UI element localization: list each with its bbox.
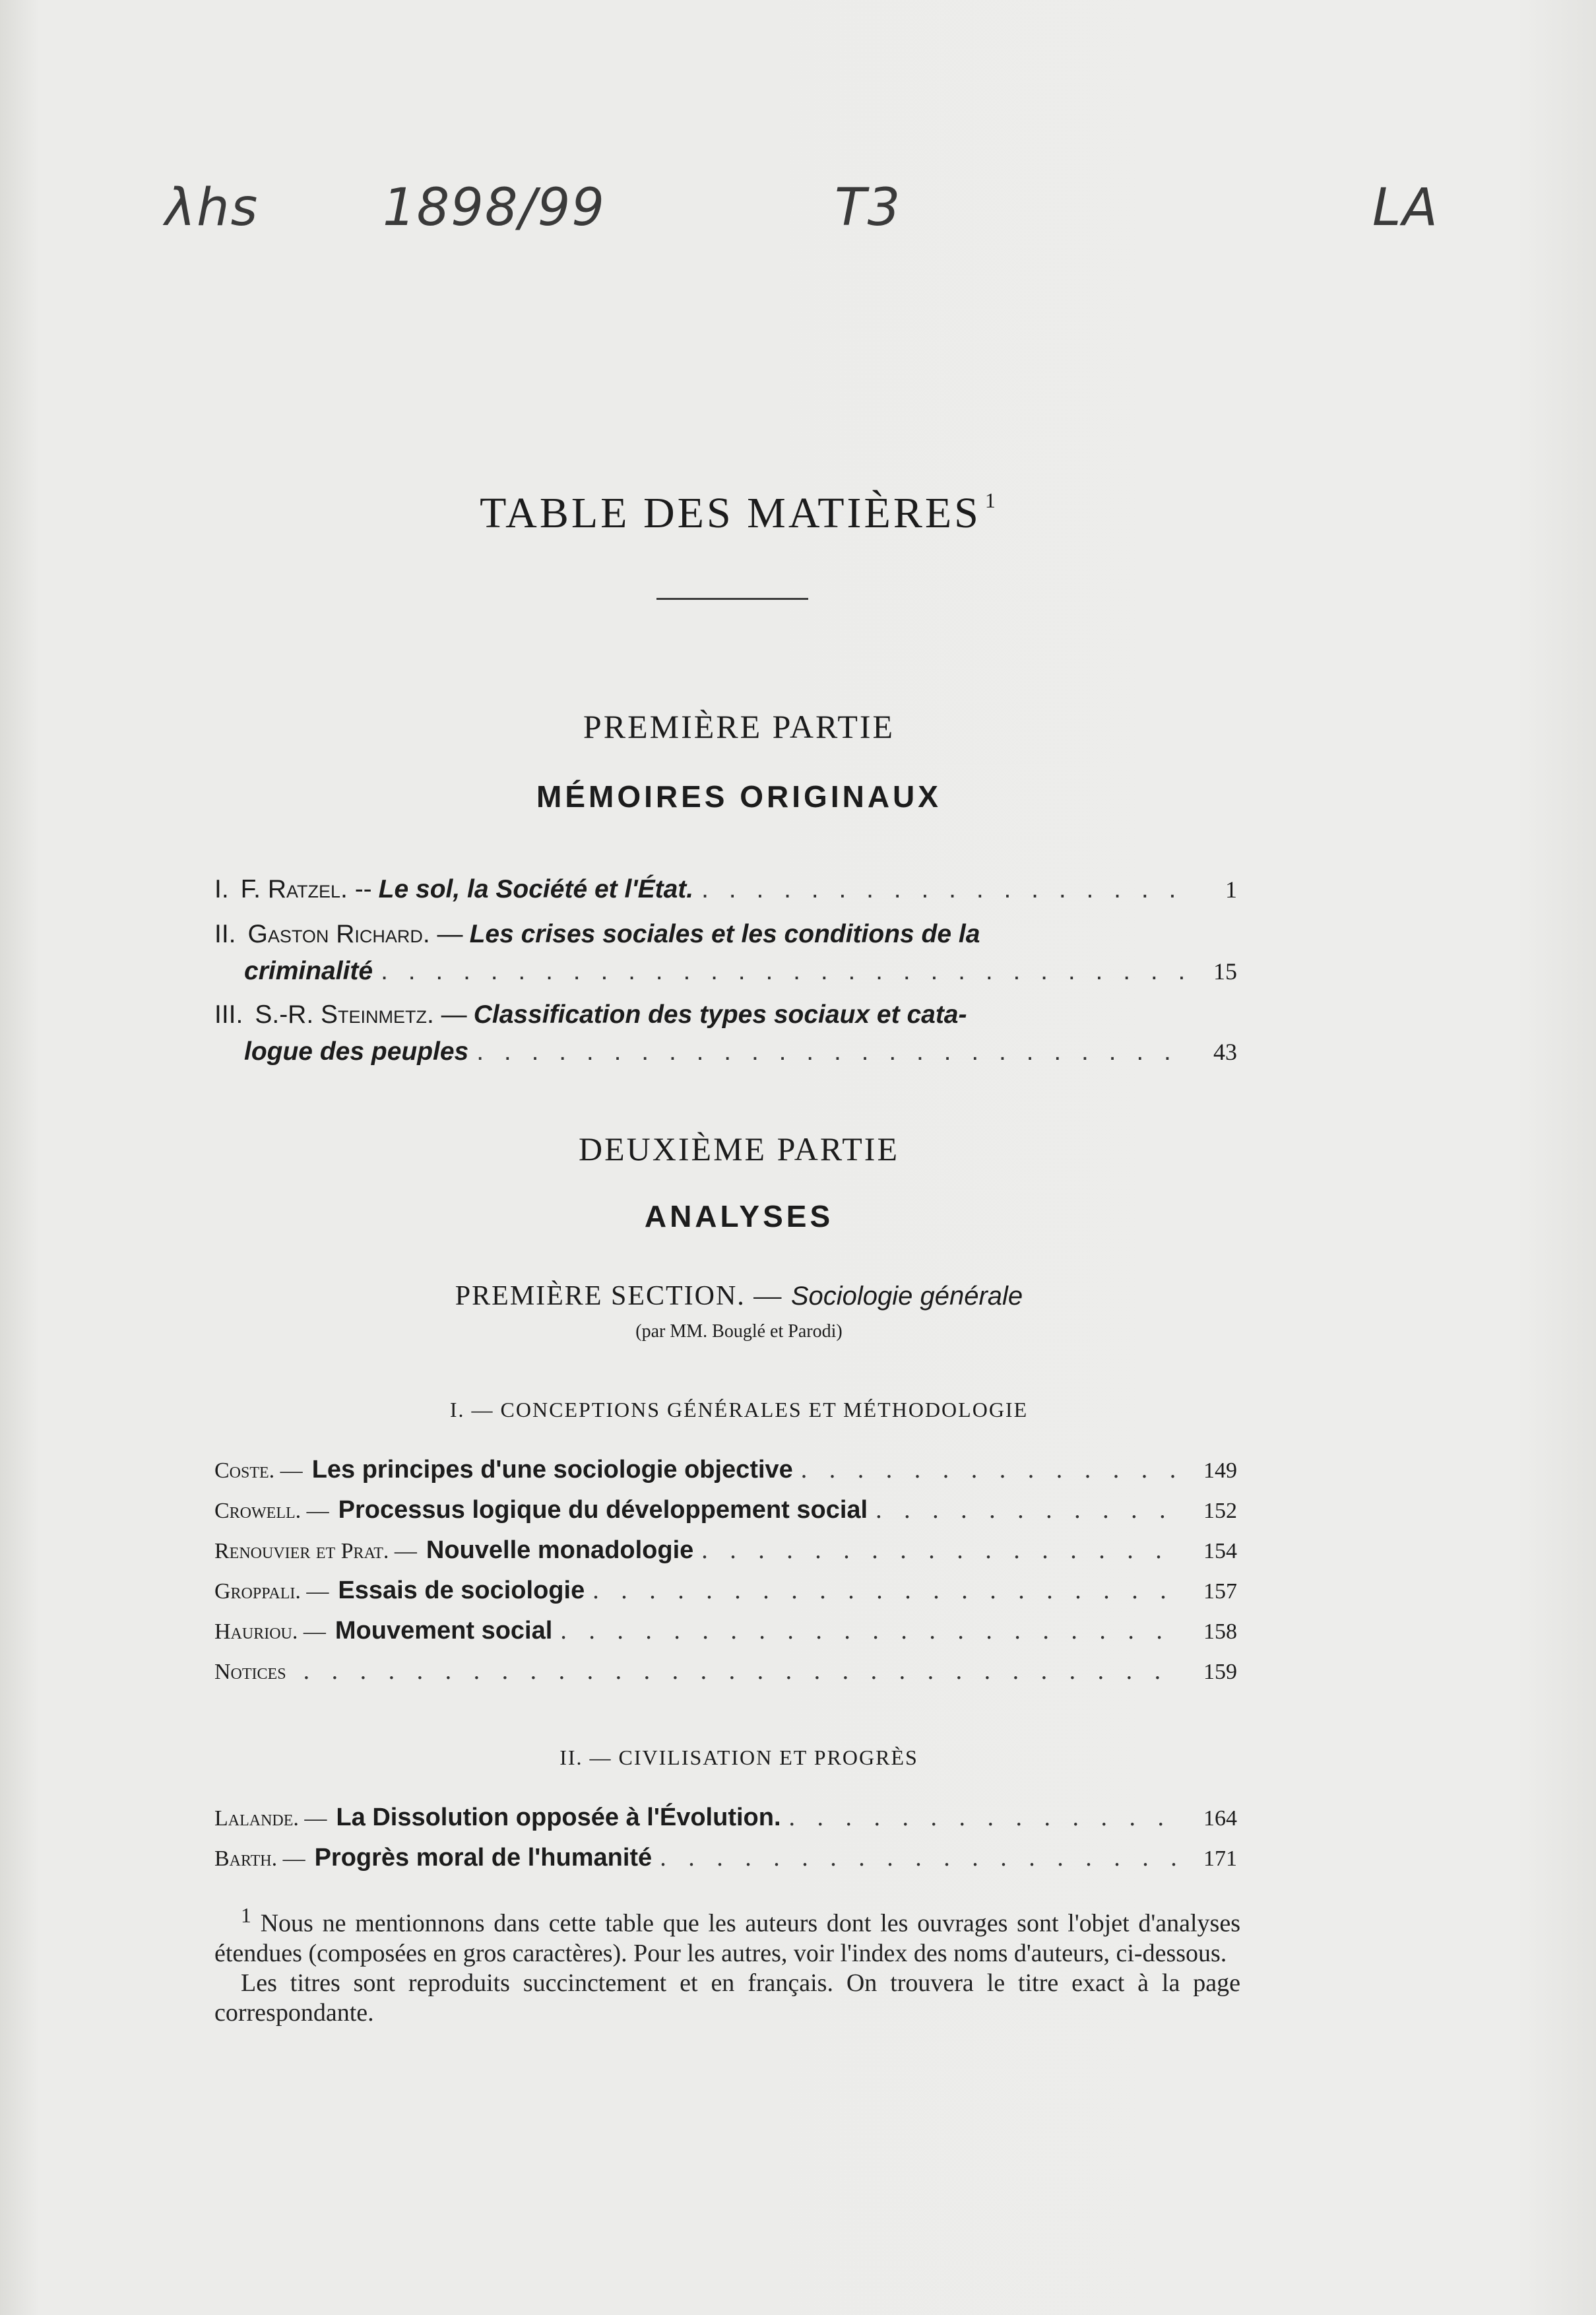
section-title xyxy=(0,1280,1478,1312)
entry-title: Les crises sociales et les conditions de la xyxy=(469,920,980,948)
toc-row[interactable] xyxy=(214,1576,1237,1605)
footnote-paragraph: Les titres sont reproduits succinctement et en français. On trouvera le titre exact à la page correspondante. xyxy=(214,1969,1240,2027)
handwritten-years: 1898/99 xyxy=(383,178,606,238)
entry-page: 15 xyxy=(1213,958,1237,985)
section-authors: (par MM. Bouglé et Parodi) xyxy=(635,1321,843,1342)
toc-row[interactable] xyxy=(214,1536,1237,1565)
row-author: Groppali. — xyxy=(214,1579,329,1604)
row-page: 154 xyxy=(1203,1539,1237,1563)
row-work: Essais de sociologie xyxy=(338,1577,585,1604)
dot-leader xyxy=(701,1536,1183,1565)
footnote xyxy=(214,1901,1240,2028)
row-work: Processus logique du développement social xyxy=(338,1496,868,1524)
toc-row[interactable] xyxy=(214,1495,1237,1524)
row-work: La Dissolution opposée à l'Évolution. xyxy=(336,1804,781,1831)
part-2-heading: ANALYSES xyxy=(644,1199,834,1233)
row-work: Les principes d'une sociologie objective xyxy=(311,1456,793,1484)
row-work: Mouvement social xyxy=(335,1617,553,1645)
row-page: 149 xyxy=(1203,1458,1237,1483)
footnote-marker: 1 xyxy=(241,1904,251,1927)
entry-number: III. xyxy=(214,1000,243,1029)
section-subtitle: Sociologie générale xyxy=(790,1282,1023,1311)
row-page: 171 xyxy=(1203,1846,1237,1871)
entry-title: Classification des types sociaux et cata- xyxy=(473,1000,967,1029)
toc-row[interactable] xyxy=(214,1455,1237,1484)
dot-leader xyxy=(789,1803,1183,1832)
row-author: Crowell. — xyxy=(214,1499,329,1523)
toc-entry[interactable] xyxy=(214,871,1237,908)
row-author: Barth. — xyxy=(214,1846,305,1871)
toc-entry[interactable] xyxy=(214,916,1237,990)
entry-title-continued: logue des peuples xyxy=(244,1037,469,1066)
footnote-mark: 1 xyxy=(984,488,998,512)
dot-leader xyxy=(876,1495,1183,1524)
group-heading: II. — CIVILISATION ET PROGRÈS xyxy=(559,1745,918,1769)
row-page: 152 xyxy=(1203,1499,1237,1523)
toc-row[interactable] xyxy=(214,1803,1237,1832)
row-author: Renouvier et Prat. — xyxy=(214,1539,417,1563)
entry-author: F. Ratzel. -- xyxy=(240,875,372,903)
entry-number: I. xyxy=(214,875,229,903)
row-author: Lalande. — xyxy=(214,1806,327,1831)
section-title-label: PREMIÈRE SECTION. — xyxy=(455,1281,783,1311)
toc-entry[interactable] xyxy=(214,996,1237,1070)
part-2-label: DEUXIÈME PARTIE xyxy=(579,1130,899,1167)
row-page: 158 xyxy=(1203,1619,1237,1644)
entry-number: II. xyxy=(214,920,236,948)
entry-page: 43 xyxy=(1213,1039,1237,1065)
dot-leader xyxy=(476,1033,1183,1070)
dot-leader xyxy=(701,871,1183,908)
footnote-paragraph xyxy=(214,1901,1240,1969)
toc-row[interactable] xyxy=(214,1843,1237,1872)
part-1-label: PREMIÈRE PARTIE xyxy=(583,708,895,745)
row-work: Nouvelle monadologie xyxy=(426,1536,694,1564)
page-title-text: TABLE DES MATIÈRES xyxy=(480,489,981,537)
row-author: Notices xyxy=(214,1660,286,1684)
footnote-text: Nous ne mentionnons dans cette table que les auteurs dont les ouvrages sont l'objet d'analyses étendues (composées en gros caractères). Pour les autres, voir l'index des noms d'auteurs, ci-dessous. xyxy=(214,1909,1240,1967)
title-rule xyxy=(656,598,808,600)
toc-row[interactable] xyxy=(214,1616,1237,1645)
dot-leader xyxy=(560,1616,1183,1645)
toc-row[interactable] xyxy=(214,1656,1237,1685)
entry-author: S.-R. Steinmetz. — xyxy=(255,1000,467,1029)
handwritten-library: LA xyxy=(1372,178,1439,238)
entry-title-continued: criminalité xyxy=(244,957,373,985)
row-author: Coste. — xyxy=(214,1458,303,1483)
group-heading: I. — CONCEPTIONS GÉNÉRALES ET MÉTHODOLOGIE xyxy=(449,1398,1029,1421)
entry-page: 1 xyxy=(1225,876,1237,903)
section-header xyxy=(0,1280,1478,1342)
page-title xyxy=(0,488,1478,538)
handwritten-reference: λhs xyxy=(165,178,259,238)
row-page: 164 xyxy=(1203,1806,1237,1831)
dot-leader xyxy=(592,1576,1183,1605)
row-page: 159 xyxy=(1203,1660,1237,1684)
handwritten-tome: T3 xyxy=(835,178,902,238)
dot-leader xyxy=(660,1843,1183,1872)
entry-title: Le sol, la Société et l'État. xyxy=(378,875,694,903)
dot-leader xyxy=(801,1455,1183,1484)
entry-author: Gaston Richard. — xyxy=(247,920,463,948)
row-work: Progrès moral de l'humanité xyxy=(314,1844,653,1872)
dot-leader xyxy=(381,953,1183,990)
row-author: Hauriou. — xyxy=(214,1619,326,1644)
dot-leader xyxy=(303,1656,1183,1685)
part-1-heading: MÉMOIRES ORIGINAUX xyxy=(536,779,942,814)
row-page: 157 xyxy=(1203,1579,1237,1604)
